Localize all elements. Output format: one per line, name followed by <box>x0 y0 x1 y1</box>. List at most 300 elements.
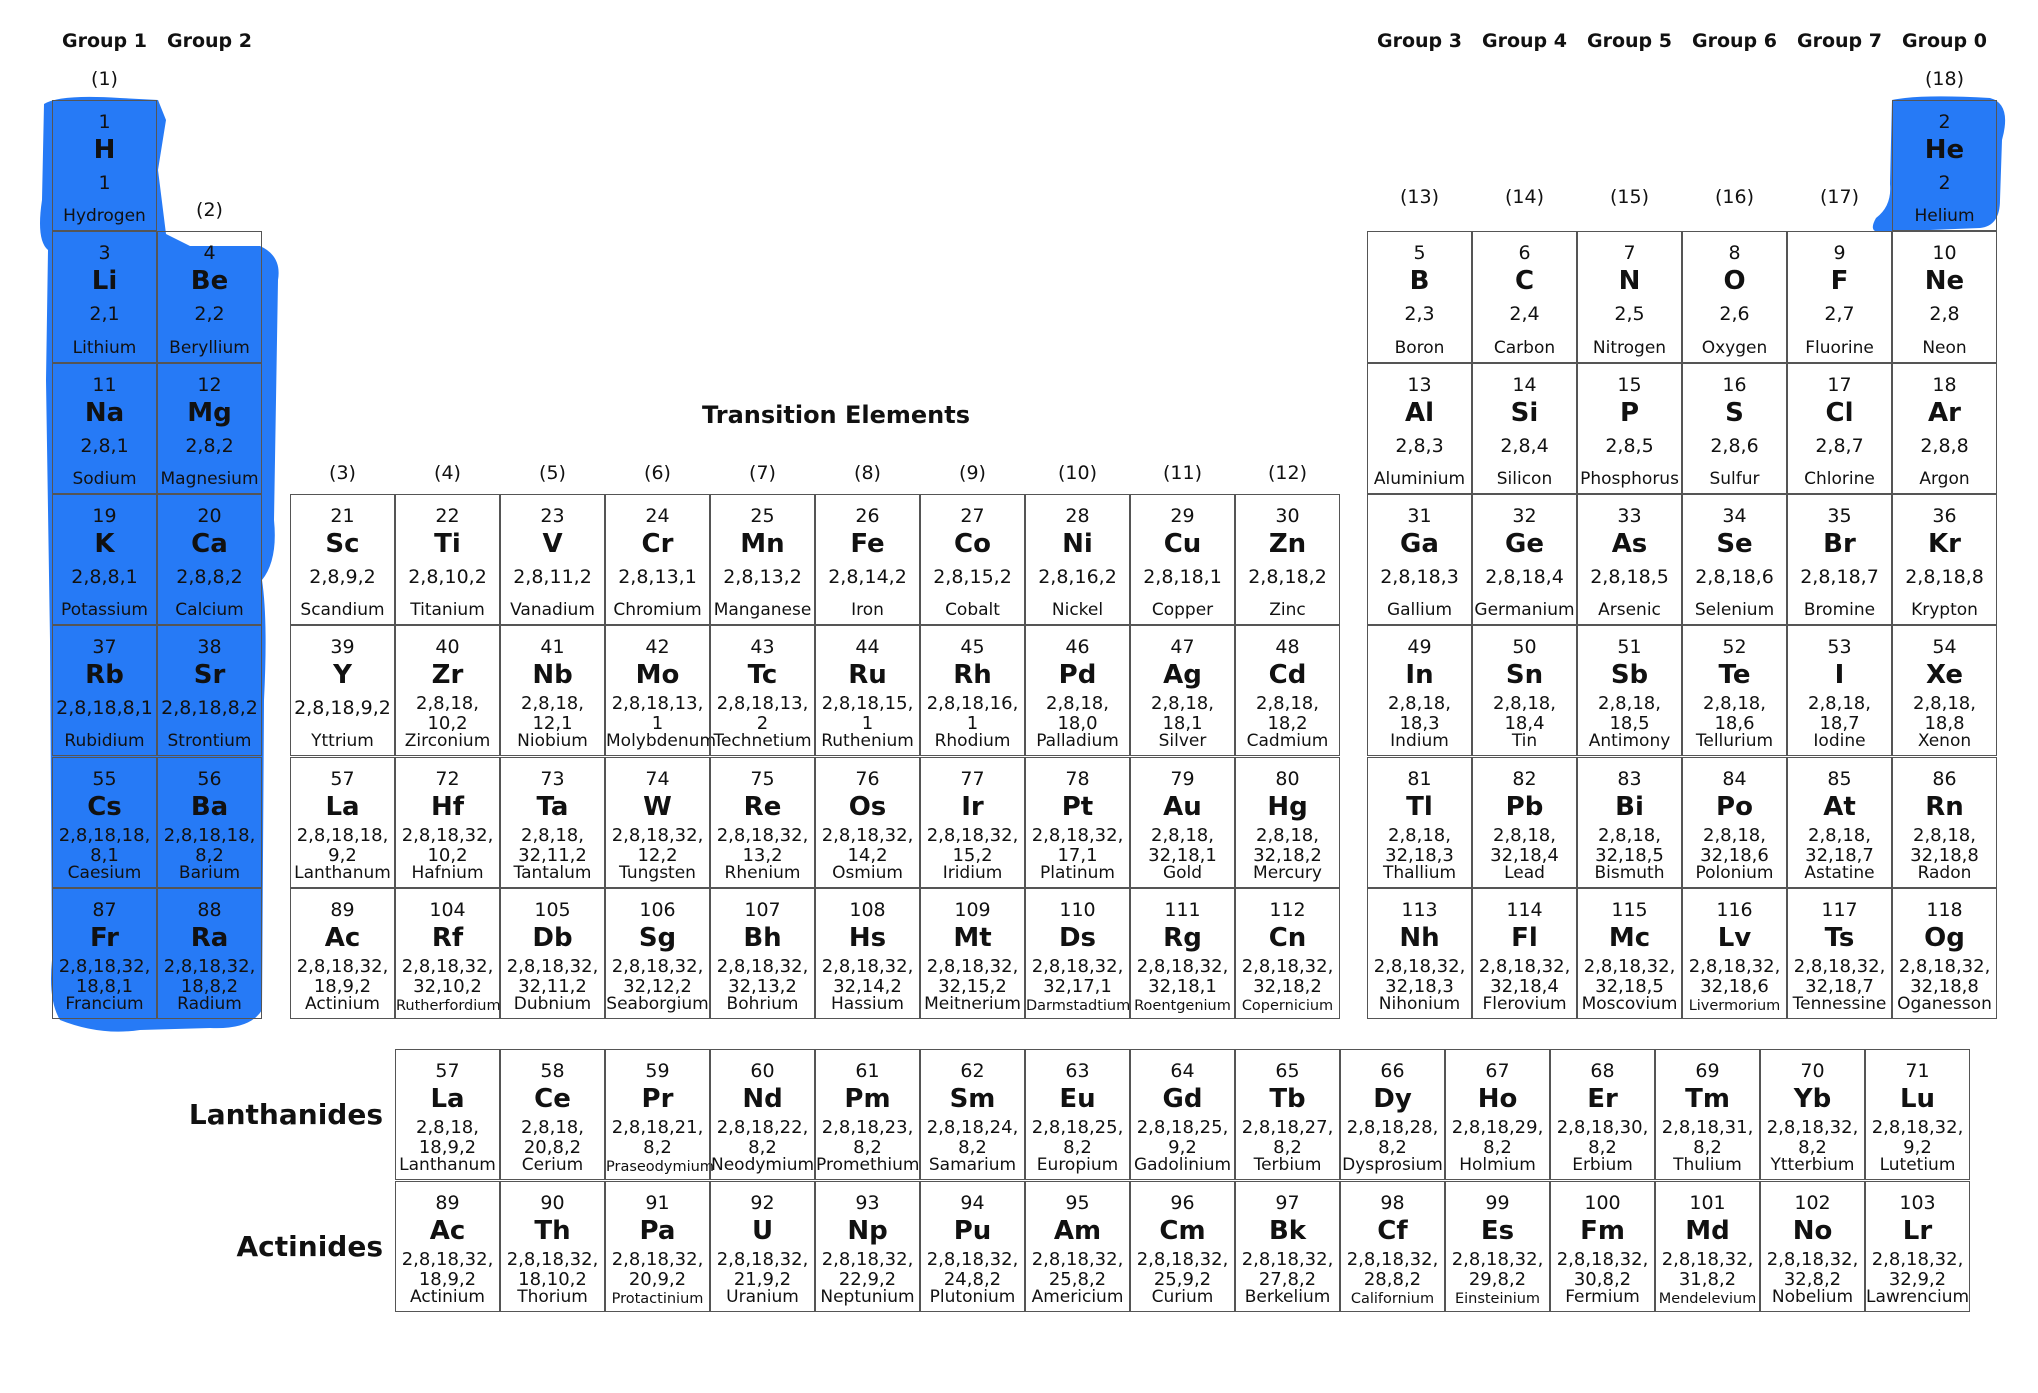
electron-configuration: 2,8,18, 32,18,5 <box>1595 824 1664 866</box>
element-name: Rhodium <box>934 731 1011 752</box>
atomic-number: 83 <box>1617 767 1642 790</box>
electron-configuration: 2,8,8 <box>1920 434 1969 457</box>
electron-configuration: 2,8,18,32, 32,18,3 <box>1373 955 1466 997</box>
electron-configuration: 2,8,18,28, 8,2 <box>1346 1117 1439 1158</box>
atomic-number: 63 <box>1065 1060 1090 1082</box>
col-number-9: (9) <box>959 462 986 484</box>
col-number-6: (6) <box>644 462 671 484</box>
element-symbol: Au <box>1163 791 1202 822</box>
element-symbol: Rh <box>953 660 992 691</box>
element-symbol: Ac <box>429 1216 466 1246</box>
electron-configuration: 2,8,18,21, 8,2 <box>611 1117 704 1158</box>
electron-configuration: 2,8,18,1 <box>1143 565 1222 588</box>
element-name: Lanthanum <box>399 1155 496 1176</box>
electron-configuration: 2,8,11,2 <box>513 565 592 588</box>
electron-configuration: 2,8,18,5 <box>1590 565 1669 588</box>
atomic-number: 40 <box>435 636 460 659</box>
element-symbol: Ir <box>961 791 984 822</box>
group-header-0: Group 0 <box>1902 30 1987 52</box>
element-name: Arsenic <box>1598 600 1661 621</box>
element-symbol: At <box>1823 791 1856 822</box>
atomic-number: 85 <box>1827 767 1852 790</box>
element-symbol: As <box>1611 528 1648 559</box>
group-header-6: Group 6 <box>1692 30 1777 52</box>
element-symbol: Fe <box>850 528 885 559</box>
element-symbol: Tb <box>1269 1084 1306 1114</box>
element-symbol: Eu <box>1059 1084 1096 1114</box>
element-symbol: Ra <box>190 922 229 953</box>
element-symbol: Ca <box>191 528 228 559</box>
electron-configuration: 2,8,6 <box>1710 434 1759 457</box>
atomic-number: 111 <box>1164 898 1201 921</box>
element-symbol: Es <box>1480 1216 1515 1246</box>
atomic-number: 2 <box>1938 111 1951 133</box>
element-name: Rhenium <box>724 862 801 883</box>
electron-configuration: 2,8,18,2 <box>1248 565 1327 588</box>
element-name: Praseodymium <box>606 1158 714 1175</box>
element-symbol: P <box>1619 397 1640 428</box>
atomic-number: 45 <box>960 636 985 659</box>
element-name: Cadmium <box>1246 731 1329 752</box>
col-number-18: (18) <box>1924 68 1964 90</box>
atomic-number: 74 <box>645 767 670 790</box>
element-name: Boron <box>1394 337 1445 358</box>
element-name: Dubnium <box>513 994 592 1015</box>
element-name: Lanthanum <box>294 862 391 883</box>
electron-configuration: 2,8,18,32, 29,8,2 <box>1451 1249 1544 1290</box>
atomic-number: 43 <box>750 636 775 659</box>
atomic-number: 12 <box>197 373 222 396</box>
element-symbol: Po <box>1716 791 1753 822</box>
atomic-number: 60 <box>750 1060 775 1082</box>
atomic-number: 52 <box>1722 636 1747 659</box>
element-name: Radium <box>177 994 242 1015</box>
col-number-5: (5) <box>539 462 566 484</box>
atomic-number: 95 <box>1065 1192 1090 1214</box>
electron-configuration: 2,8,18,15, 1 <box>821 693 914 735</box>
electron-configuration: 2,8,18, 18,9,2 <box>416 1117 479 1158</box>
element-name: Livermorium <box>1688 997 1781 1014</box>
element-symbol: Rg <box>1163 922 1202 953</box>
element-name: Nobelium <box>1771 1287 1854 1308</box>
electron-configuration: 2,8,18, 32,18,4 <box>1490 824 1559 866</box>
electron-configuration: 2,8,18,25, 9,2 <box>1136 1117 1229 1158</box>
element-symbol: Xe <box>1926 660 1963 691</box>
atomic-number: 25 <box>750 504 775 527</box>
element-name: Yttrium <box>311 731 374 752</box>
element-name: Zirconium <box>404 731 491 752</box>
atomic-number: 4 <box>203 242 216 265</box>
element-name: Sulfur <box>1709 468 1760 489</box>
element-symbol: Md <box>1685 1216 1730 1246</box>
element-name: Terbium <box>1253 1155 1322 1176</box>
atomic-number: 65 <box>1275 1060 1300 1082</box>
element-symbol: Se <box>1716 528 1753 559</box>
electron-configuration: 2,5 <box>1614 303 1645 326</box>
atomic-number: 56 <box>197 767 222 790</box>
electron-configuration: 2,8,18,25, 8,2 <box>1031 1117 1124 1158</box>
element-symbol: Kr <box>1928 528 1961 559</box>
electron-configuration: 2,8,18,32, 8,2 <box>1766 1117 1859 1158</box>
element-symbol: Nd <box>742 1084 783 1114</box>
electron-configuration: 2,8,18,32, 25,8,2 <box>1031 1249 1124 1290</box>
atomic-number: 68 <box>1590 1060 1615 1082</box>
atomic-number: 36 <box>1932 504 1957 527</box>
atomic-number: 100 <box>1584 1192 1621 1214</box>
element-symbol: Hs <box>848 922 887 953</box>
atomic-number: 81 <box>1407 767 1432 790</box>
element-symbol: S <box>1725 397 1744 428</box>
atomic-number: 91 <box>645 1192 670 1214</box>
element-name: Niobium <box>517 731 588 752</box>
atomic-number: 48 <box>1275 636 1300 659</box>
electron-configuration: 2,8 <box>1929 303 1960 326</box>
atomic-number: 92 <box>750 1192 775 1214</box>
electron-configuration: 2,8,18,32, 30,8,2 <box>1556 1249 1649 1290</box>
element-symbol: Sc <box>325 528 360 559</box>
electron-configuration: 2,8,18,4 <box>1485 565 1564 588</box>
electron-configuration: 2,8,8,1 <box>71 565 138 588</box>
element-symbol: Pr <box>641 1084 674 1114</box>
element-name: Lutetium <box>1879 1155 1956 1176</box>
atomic-number: 87 <box>92 898 117 921</box>
element-name: Beryllium <box>169 337 250 358</box>
atomic-number: 47 <box>1170 636 1195 659</box>
element-name: Carbon <box>1493 337 1556 358</box>
element-name: Uranium <box>726 1287 799 1308</box>
element-name: Holmium <box>1459 1155 1536 1176</box>
atomic-number: 103 <box>1899 1192 1936 1214</box>
electron-configuration: 2,8,15,2 <box>933 565 1012 588</box>
element-name: Hafnium <box>411 862 484 883</box>
electron-configuration: 2,8,8,2 <box>176 565 243 588</box>
atomic-number: 54 <box>1932 636 1957 659</box>
electron-configuration: 2,8,18,32, 32,9,2 <box>1871 1249 1964 1290</box>
electron-configuration: 2,8,18, 18,2 <box>1256 693 1319 735</box>
electron-configuration: 2,8,18,32, 31,8,2 <box>1661 1249 1754 1290</box>
atomic-number: 59 <box>645 1060 670 1082</box>
electron-configuration: 2,8,18,32, 18,9,2 <box>401 1249 494 1290</box>
electron-configuration: 2,8,18, 18,5 <box>1598 693 1661 735</box>
element-symbol: Li <box>91 266 118 297</box>
electron-configuration: 2,8,18,32, 13,2 <box>716 824 809 866</box>
atomic-number: 22 <box>435 504 460 527</box>
electron-configuration: 2,8,18,29, 8,2 <box>1451 1117 1544 1158</box>
element-symbol: Cs <box>87 791 122 822</box>
electron-configuration: 2,8,18,32, 15,2 <box>926 824 1019 866</box>
atomic-number: 101 <box>1689 1192 1726 1214</box>
atomic-number: 50 <box>1512 636 1537 659</box>
element-symbol: Dy <box>1373 1084 1412 1114</box>
element-name: Xenon <box>1917 731 1972 752</box>
electron-configuration: 2,2 <box>194 303 225 326</box>
atomic-number: 66 <box>1380 1060 1405 1082</box>
element-name: Calcium <box>175 600 244 621</box>
element-symbol: Sn <box>1505 660 1544 691</box>
atomic-number: 104 <box>429 898 466 921</box>
atomic-number: 106 <box>639 898 676 921</box>
electron-configuration: 2,8,13,2 <box>723 565 802 588</box>
electron-configuration: 2,8,18,32, 20,9,2 <box>611 1249 704 1290</box>
atomic-number: 67 <box>1485 1060 1510 1082</box>
electron-configuration: 2,8,18,32, 14,2 <box>821 824 914 866</box>
atomic-number: 7 <box>1623 242 1636 265</box>
element-name: Sodium <box>72 468 137 489</box>
element-name: Fluorine <box>1805 337 1874 358</box>
electron-configuration: 2,8,18,32, 32,18,7 <box>1793 955 1886 997</box>
element-name: Rubidium <box>64 731 145 752</box>
element-name: Neodymium <box>711 1155 815 1176</box>
atomic-number: 69 <box>1695 1060 1720 1082</box>
element-symbol: N <box>1618 266 1641 297</box>
element-name: Flerovium <box>1482 994 1567 1015</box>
electron-configuration: 2,8,16,2 <box>1038 565 1117 588</box>
col-number-4: (4) <box>434 462 461 484</box>
element-name: Radon <box>1917 862 1972 883</box>
element-name: Darmstadtium <box>1026 997 1131 1014</box>
element-name: Antimony <box>1588 731 1671 752</box>
electron-configuration: 2,8,5 <box>1605 434 1654 457</box>
atomic-number: 38 <box>197 636 222 659</box>
element-name: Rutherfordium <box>396 997 501 1014</box>
electron-configuration: 2,8,18,32, 18,9,2 <box>296 955 389 997</box>
element-symbol: Mc <box>1608 922 1651 953</box>
atomic-number: 116 <box>1716 898 1753 921</box>
atomic-number: 113 <box>1401 898 1438 921</box>
element-symbol: Na <box>84 397 125 428</box>
element-name: Neon <box>1922 337 1967 358</box>
electron-configuration: 2,8,18,30, 8,2 <box>1556 1117 1649 1158</box>
group-header-3: Group 3 <box>1377 30 1462 52</box>
element-symbol: Rb <box>85 660 124 691</box>
element-name: Ruthenium <box>821 731 914 752</box>
element-symbol: Cm <box>1159 1216 1206 1246</box>
element-name: Lead <box>1504 862 1545 883</box>
atomic-number: 19 <box>92 504 117 527</box>
element-name: Oxygen <box>1701 337 1768 358</box>
electron-configuration: 2,8,14,2 <box>828 565 907 588</box>
electron-configuration: 2,8,18,32, 32,12,2 <box>611 955 704 997</box>
element-name: Tennessine <box>1792 994 1887 1015</box>
col-number-17: (17) <box>1819 186 1859 208</box>
element-symbol: La <box>325 791 360 822</box>
electron-configuration: 2,8,18,13, 1 <box>611 693 704 735</box>
element-name: Neptunium <box>820 1287 915 1308</box>
element-name: Lithium <box>72 337 137 358</box>
element-symbol: Rn <box>1925 791 1964 822</box>
atomic-number: 109 <box>954 898 991 921</box>
element-symbol: Rf <box>431 922 464 953</box>
element-name: Thorium <box>517 1287 588 1308</box>
element-name: Gold <box>1162 862 1203 883</box>
group-header-5: Group 5 <box>1587 30 1672 52</box>
atomic-number: 3 <box>98 242 111 265</box>
electron-configuration: 2,8,2 <box>185 434 234 457</box>
element-name: Platinum <box>1040 862 1115 883</box>
element-name: Curium <box>1151 1287 1214 1308</box>
atomic-number: 110 <box>1059 898 1096 921</box>
atomic-number: 17 <box>1827 373 1852 396</box>
element-symbol: Pa <box>639 1216 676 1246</box>
atomic-number: 102 <box>1794 1192 1831 1214</box>
element-symbol: Be <box>190 266 229 297</box>
atomic-number: 84 <box>1722 767 1747 790</box>
element-name: Moscovium <box>1581 994 1678 1015</box>
element-symbol: Mo <box>635 660 680 691</box>
electron-configuration: 2,8,18, 32,18,8 <box>1910 824 1979 866</box>
atomic-number: 61 <box>855 1060 880 1082</box>
element-name: Bohrium <box>726 994 799 1015</box>
electron-configuration: 2,8,18,18, 9,2 <box>296 824 389 866</box>
element-name: Nihonium <box>1378 994 1461 1015</box>
atomic-number: 71 <box>1905 1060 1930 1082</box>
element-name: Titanium <box>410 600 485 621</box>
atomic-number: 76 <box>855 767 880 790</box>
electron-configuration: 2,8,18, 18,3 <box>1388 693 1451 735</box>
lanthanides-label: Lanthanides <box>188 1098 383 1131</box>
atomic-number: 97 <box>1275 1192 1300 1214</box>
electron-configuration: 2,8,18,32, 32,18,1 <box>1136 955 1229 997</box>
element-name: Fermium <box>1565 1287 1640 1308</box>
element-name: Chromium <box>613 600 702 621</box>
electron-configuration: 2,8,18,13, 2 <box>716 693 809 735</box>
element-name: Copper <box>1151 600 1214 621</box>
electron-configuration: 2,3 <box>1404 303 1435 326</box>
element-symbol: Ar <box>1928 397 1961 428</box>
electron-configuration: 2,8,18,32, 32,11,2 <box>506 955 599 997</box>
element-symbol: I <box>1834 660 1845 691</box>
element-name: Mercury <box>1253 862 1322 883</box>
electron-configuration: 2,8,10,2 <box>408 565 487 588</box>
element-symbol: Mt <box>953 922 992 953</box>
element-symbol: Th <box>534 1216 571 1246</box>
element-symbol: Sb <box>1610 660 1649 691</box>
atomic-number: 30 <box>1275 504 1300 527</box>
element-name: Bismuth <box>1594 862 1665 883</box>
electron-configuration: 2,8,18,16, 1 <box>926 693 1019 735</box>
electron-configuration: 2,1 <box>89 303 120 326</box>
element-name: Indium <box>1390 731 1449 752</box>
element-symbol: In <box>1405 660 1434 691</box>
atomic-number: 64 <box>1170 1060 1195 1082</box>
electron-configuration: 2,8,18,32, 18,8,2 <box>163 955 256 997</box>
element-name: Helium <box>1914 206 1975 227</box>
electron-configuration: 2,8,18,9,2 <box>294 697 391 720</box>
element-name: Zinc <box>1269 600 1306 621</box>
electron-configuration: 2,8,18, 10,2 <box>416 693 479 735</box>
atomic-number: 82 <box>1512 767 1537 790</box>
electron-configuration: 2,8,18, 32,18,7 <box>1805 824 1874 866</box>
element-name: Samarium <box>928 1155 1017 1176</box>
atomic-number: 34 <box>1722 504 1747 527</box>
element-symbol: Pu <box>953 1216 992 1246</box>
element-symbol: Lr <box>1902 1216 1933 1246</box>
element-symbol: Zn <box>1268 528 1307 559</box>
atomic-number: 46 <box>1065 636 1090 659</box>
element-name: Francium <box>65 994 144 1015</box>
element-symbol: K <box>94 528 115 559</box>
col-number-16: (16) <box>1714 186 1754 208</box>
element-name: Thallium <box>1382 862 1457 883</box>
element-symbol: Gd <box>1162 1084 1203 1114</box>
element-symbol: Lu <box>1899 1084 1936 1114</box>
element-name: Krypton <box>1911 600 1978 621</box>
element-symbol: Ne <box>1924 266 1965 297</box>
group-header-1: Group 1 <box>62 30 147 52</box>
element-symbol: Hg <box>1267 791 1308 822</box>
atomic-number: 29 <box>1170 504 1195 527</box>
atomic-number: 96 <box>1170 1192 1195 1214</box>
electron-configuration: 2 <box>1938 172 1951 194</box>
element-name: Mendelevium <box>1658 1290 1757 1307</box>
element-name: Roentgenium <box>1134 997 1231 1014</box>
electron-configuration: 2,8,18,18, 8,2 <box>163 824 256 866</box>
element-symbol: Pm <box>844 1084 891 1114</box>
electron-configuration: 2,6 <box>1719 303 1750 326</box>
element-name: Tin <box>1511 731 1538 752</box>
atomic-number: 35 <box>1827 504 1852 527</box>
element-name: Technetium <box>713 731 812 752</box>
electron-configuration: 2,8,18,32, 25,9,2 <box>1136 1249 1229 1290</box>
group-header-2: Group 2 <box>167 30 252 52</box>
element-symbol: Mg <box>187 397 232 428</box>
atomic-number: 5 <box>1413 242 1426 265</box>
electron-configuration: 2,8,18,32, 32,18,2 <box>1241 955 1334 997</box>
atomic-number: 1 <box>98 111 111 133</box>
element-symbol: Er <box>1587 1084 1618 1114</box>
element-name: Erbium <box>1572 1155 1633 1176</box>
electron-configuration: 2,8,18, 32,18,2 <box>1253 824 1322 866</box>
element-name: Tungsten <box>619 862 696 883</box>
element-symbol: Ni <box>1062 528 1093 559</box>
electron-configuration: 2,8,18,7 <box>1800 565 1879 588</box>
atomic-number: 72 <box>435 767 460 790</box>
element-symbol: Ds <box>1058 922 1097 953</box>
atomic-number: 49 <box>1407 636 1432 659</box>
atomic-number: 58 <box>540 1060 565 1082</box>
element-symbol: U <box>751 1216 774 1246</box>
atomic-number: 93 <box>855 1192 880 1214</box>
col-number-10: (10) <box>1057 462 1097 484</box>
element-name: Nickel <box>1051 600 1104 621</box>
element-symbol: Ge <box>1505 528 1544 559</box>
element-name: Californium <box>1350 1290 1435 1307</box>
atomic-number: 21 <box>330 504 355 527</box>
electron-configuration: 2,8,18, 18,7 <box>1808 693 1871 735</box>
electron-configuration: 2,8,18, 12,1 <box>521 693 584 735</box>
electron-configuration: 2,8,18,8 <box>1905 565 1984 588</box>
element-name: Argon <box>1919 468 1970 489</box>
col-number-15: (15) <box>1609 186 1649 208</box>
element-name: Hassium <box>831 994 904 1015</box>
electron-configuration: 1 <box>98 172 111 194</box>
col-number-8: (8) <box>854 462 881 484</box>
element-symbol: No <box>1792 1216 1833 1246</box>
element-symbol: Cr <box>641 528 674 559</box>
element-symbol: Bk <box>1268 1216 1307 1246</box>
electron-configuration: 2,8,18,32, 32,15,2 <box>926 955 1019 997</box>
atomic-number: 90 <box>540 1192 565 1214</box>
element-symbol: Sr <box>193 660 226 691</box>
element-name: Silver <box>1158 731 1207 752</box>
element-symbol: Br <box>1823 528 1856 559</box>
element-name: Berkelium <box>1244 1287 1331 1308</box>
element-symbol: Cf <box>1377 1216 1408 1246</box>
transition-elements-title: Transition Elements <box>702 401 971 429</box>
electron-configuration: 2,8,18,6 <box>1695 565 1774 588</box>
atomic-number: 99 <box>1485 1192 1510 1214</box>
atomic-number: 51 <box>1617 636 1642 659</box>
